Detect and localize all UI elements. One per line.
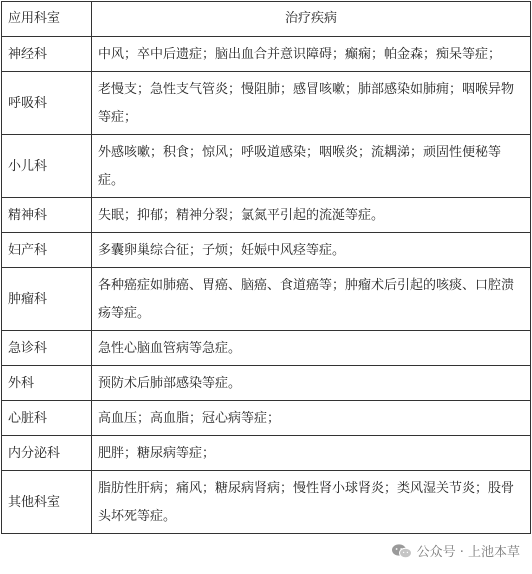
treatment-cell: 脂肪性肝病；痛风；糖尿病肾病；慢性肾小球肾炎；类风湿关节炎；股骨头坏死等症。 xyxy=(92,471,531,534)
table-row xyxy=(2,366,531,401)
table-row xyxy=(2,471,531,534)
wechat-icon xyxy=(391,543,413,559)
department-cell: 神经科 xyxy=(2,37,92,72)
table-row xyxy=(2,37,531,72)
treatment-cell: 肥胖；糖尿病等症； xyxy=(92,436,531,471)
watermark xyxy=(389,541,522,560)
treatment-cell: 失眠；抑郁；精神分裂；氯氮平引起的流涎等症。 xyxy=(92,198,531,233)
table-row xyxy=(2,135,531,198)
table-row xyxy=(2,233,531,268)
table-row xyxy=(2,331,531,366)
treatment-cell: 外感咳嗽；积食；惊风；呼吸道感染；咽喉炎；流耦涕；顽固性便秘等症。 xyxy=(92,135,531,198)
header-department: 应用科室 xyxy=(2,2,92,37)
department-cell: 其他科室 xyxy=(2,471,92,534)
table-row xyxy=(2,401,531,436)
table-row xyxy=(2,268,531,331)
treatment-cell: 各种癌症如肺癌、胃癌、脑癌、食道癌等；肿瘤术后引起的咳痰、口腔溃疡等症。 xyxy=(92,268,531,331)
department-cell: 呼吸科 xyxy=(2,72,92,135)
treatment-cell: 中风；卒中后遗症；脑出血合并意识障碍；癫痫；帕金森；痴呆等症； xyxy=(92,37,531,72)
table-row xyxy=(2,72,531,135)
treatment-cell: 老慢支；急性支气管炎；慢阻肺；感冒咳嗽；肺部感染如肺痈；咽喉异物等症； xyxy=(92,72,531,135)
treatment-cell: 预防术后肺部感染等症。 xyxy=(92,366,531,401)
table-row xyxy=(2,198,531,233)
watermark-text: 公众号 · 上池本草 xyxy=(416,545,520,560)
department-cell: 心脏科 xyxy=(2,401,92,436)
treatment-cell: 高血压；高血脂；冠心病等症； xyxy=(92,401,531,436)
table-row xyxy=(2,436,531,471)
header-treatment: 治疗疾病 xyxy=(92,2,531,37)
department-cell: 精神科 xyxy=(2,198,92,233)
department-cell: 小儿科 xyxy=(2,135,92,198)
department-cell: 急诊科 xyxy=(2,331,92,366)
indications-table xyxy=(1,1,531,534)
department-cell: 妇产科 xyxy=(2,233,92,268)
department-cell: 内分泌科 xyxy=(2,436,92,471)
department-cell: 外科 xyxy=(2,366,92,401)
department-cell: 肿瘤科 xyxy=(2,268,92,331)
treatment-cell: 急性心脑血管病等急症。 xyxy=(92,331,531,366)
treatment-cell: 多囊卵巢综合征；子烦；妊娠中风痉等症。 xyxy=(92,233,531,268)
table-header-row xyxy=(2,2,531,37)
